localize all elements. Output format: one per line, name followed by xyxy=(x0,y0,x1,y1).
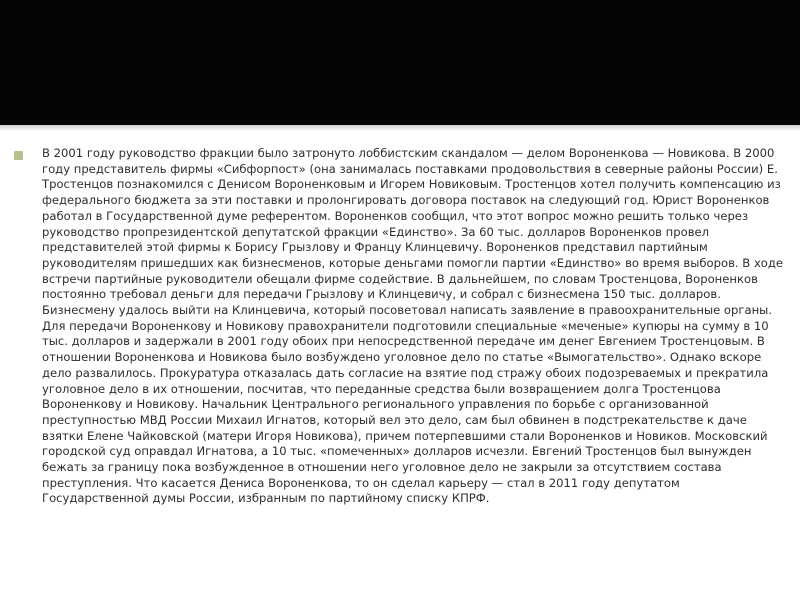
bullet-item xyxy=(14,146,784,507)
square-bullet-icon xyxy=(14,151,23,160)
slide-title-band xyxy=(0,0,800,125)
title-divider xyxy=(0,125,800,131)
slide-content xyxy=(14,146,784,507)
bullet-text: В 2001 году руководство фракции было затронуто лоббистским скандалом — делом Вороненкова — Новикова. В 2000 году представитель фирмы «Сибфорпост» (она занималась поставками продовольствия в северные районы России) Е. Тростенцов познакомился с Денисом Вороненковым и Игорем Новиковым. Тростенцов хотел получить компенсацию из федерального бюджета за эти поставки и пролонгировать договора поставок на следующий год. Юрист Вороненков работал в Государственной думе референтом. Вороненков сообщил, что этот вопрос можно решить только через руководство пропрезидентской депутатской фракции «Единство». За 60 тыс. долларов Вороненков провел представителей этой фирмы к Борису Грызлову и Францу Клинцевичу. Вороненков представил партийным руководителям пришедших как бизнесменов, которые деньгами помогли партии «Единство» во время выборов. В ходе встречи партийные руководители обещали фирме содействие. В дальнейшем, по словам Тростенцова, Вороненков постоянно требовал деньги для передачи Грызлову и Клинцевичу, и собрал с бизнесмена 150 тыс. долларов. Бизнесмену удалось выйти на Клинцевича, который посоветовал написать заявление в правоохранительные органы. Для передачи Вороненкову и Новикову правохранители подготовили специальные «меченые» купюры на сумму в 10 тыс. долларов и задержали в 2001 году обоих при непосредственной передаче им денег Евгением Тростенцовым. В отношении Вороненкова и Новикова было возбуждено уголовное дело по статье «Вымогательство». Однако вскоре дело развалилось. Прокуратура отказалась дать согласие на взятие под стражу обоих подозреваемых и прекратила уголовное дело в их отношении, посчитав, что переданные средства были возвращением долга Тростенцова Вороненкову и Новикову. Начальник Центрального регионального управления по борьбе с организованной преступностью МВД России Михаил Игнатов, который вел это дело, сам был обвинен в подстрекательстве к даче взятки Елене Чайковской (матери Игоря Новикова), причем потерпевшими стали Вороненков и Новиков. Московский городской суд оправдал Игнатова, а 10 тыс. «помеченных» долларов исчезли. Евгений Тростенцов был вынужден бежать за границу пока возбужденное в отношении него уголовное дело не закрыли за отсутствием состава преступления. Что касается Дениса Вороненкова, то он сделал карьеру — стал в 2011 году депутатом Государственной думы России, избранным по партийному списку КПРФ. xyxy=(42,146,784,506)
